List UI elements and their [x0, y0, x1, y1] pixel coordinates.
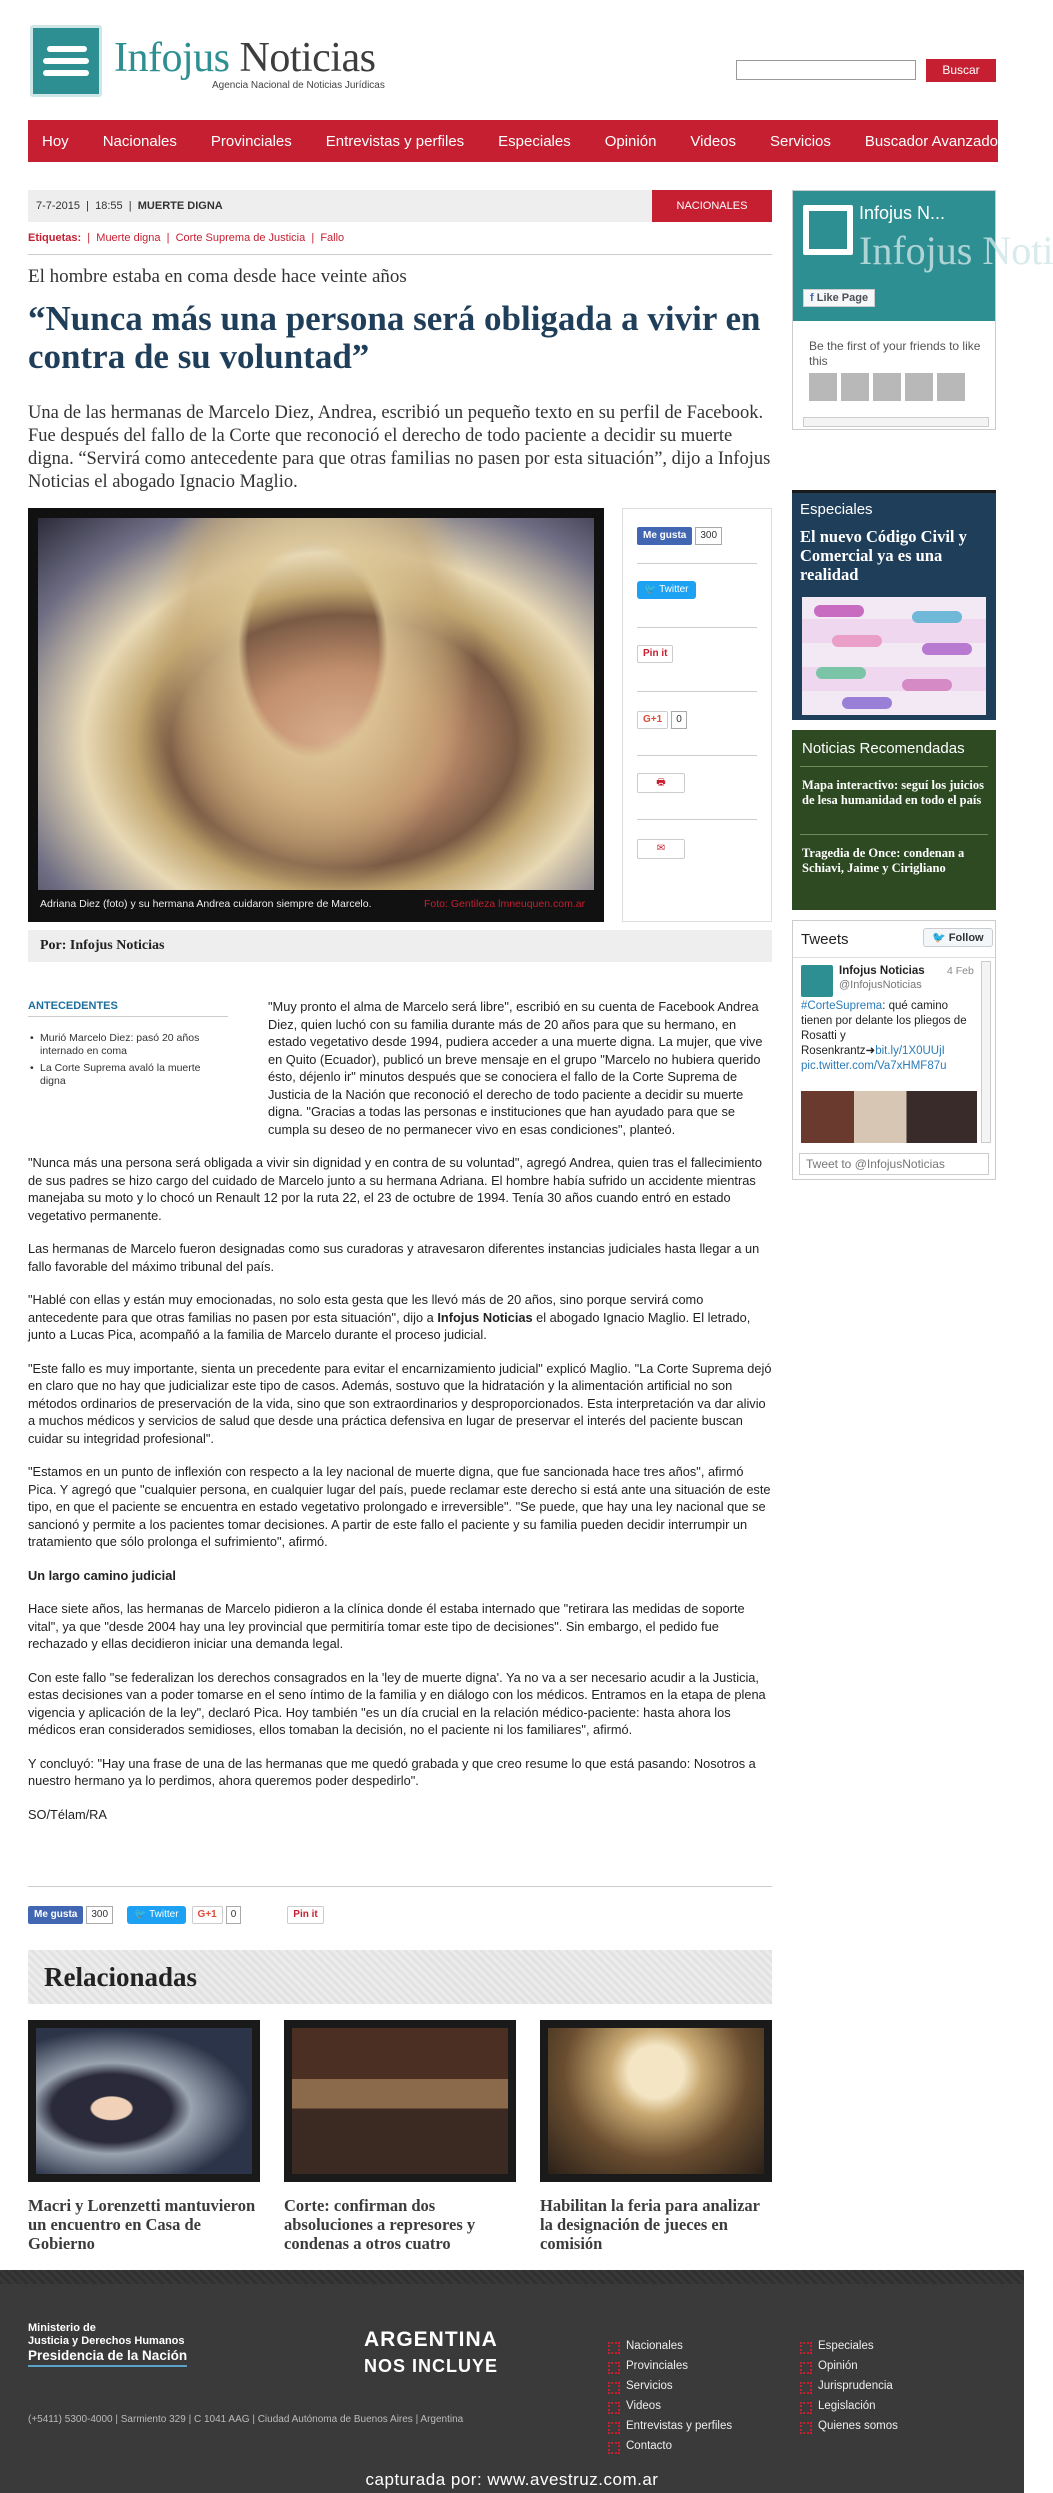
- mail-icon[interactable]: ✉: [637, 839, 685, 859]
- fb-friends-text: Be the first of your friends to like this: [809, 339, 981, 368]
- tag-link[interactable]: Fallo: [320, 232, 345, 244]
- tweet-handle[interactable]: @InfojusNoticias: [839, 979, 922, 991]
- footer-link[interactable]: Jurisprudencia: [796, 2376, 898, 2396]
- body-paragraph: "Estamos en un punto de inflexión con respecto a la ley nacional de muerte digna, que fue sancionada hace tres años", afirmó Pica. Y agregó que "cualquier persona, en cualquier lugar del país, puede reclamar este derecho si está ante una situación de este tipo, en que el paciente se encuentra en estado vegetativo prolongado e irreversible". "Se puede, que hay una ley nacional que se sancionó y permite a los pacientes tomar decisiones. A partir de este fallo el paciente y su familia pueden decidir interrumpir un tratamiento que sólo prolonga el sufrimiento", afirmó.: [28, 1464, 771, 1549]
- capture-credit: capturada por: www.avestruz.com.ar: [365, 2470, 659, 2489]
- footer-link[interactable]: Servicios: [604, 2376, 732, 2396]
- related-section-title: Relacionadas: [28, 1950, 772, 2004]
- related-link[interactable]: • La Corte Suprema avaló la muerte digna: [28, 1062, 218, 1088]
- nav-hoy[interactable]: Hoy: [42, 132, 69, 150]
- pin-it-button[interactable]: Pin it: [637, 645, 673, 663]
- recommended-label: Noticias Recomendadas: [802, 740, 965, 757]
- tweet-user[interactable]: Infojus Noticias: [839, 965, 925, 977]
- argentina-logo-text: ARGENTINA: [364, 2328, 498, 2351]
- fb-like-button[interactable]: Me gusta: [637, 527, 692, 545]
- body-paragraph: Hace siete años, las hermanas de Marcelo pidieron a la clínica donde él estaba internado que "retirara las medidas de soporte vital", ya que "desde 2004 hay una ley provincial que permitiría tomar este tipo de decisiones". Sin embargo, el pedido fue rechazado y ellas decidieron iniciar una demanda legal.: [28, 1601, 745, 1651]
- related-box-title: ANTECEDENTES: [28, 1000, 118, 1012]
- avatar[interactable]: [873, 373, 901, 401]
- fb-cover-text: Infojus Noti: [859, 228, 1053, 273]
- divider: [800, 766, 988, 767]
- nav-entrevistas[interactable]: Entrevistas y perfiles: [325, 132, 465, 150]
- divider: [637, 819, 757, 820]
- ministry-name[interactable]: Ministerio de Justicia y Derechos Humanos: [28, 2322, 185, 2347]
- pin-it-button[interactable]: Pin it: [287, 1906, 323, 1924]
- article-date: 7-7-2015: [36, 200, 81, 212]
- main-nav: [28, 120, 998, 162]
- avatar[interactable]: [809, 373, 837, 401]
- fb-page-widget: [792, 190, 1053, 430]
- print-widget[interactable]: [637, 773, 685, 793]
- gplus-button[interactable]: G+1: [192, 1906, 223, 1924]
- fb-page-logo: [803, 205, 853, 255]
- fb-friend-faces: [809, 373, 969, 401]
- tags-label: Etiquetas:: [28, 232, 82, 244]
- divider: [637, 563, 757, 564]
- tweet-button[interactable]: 🐦 Twitter: [637, 581, 696, 599]
- footer-links-2: [796, 2336, 898, 2436]
- nav-servicios[interactable]: Servicios: [770, 132, 831, 150]
- avatar[interactable]: [937, 373, 965, 401]
- tweet-button[interactable]: 🐦 Twitter: [127, 1906, 186, 1924]
- avatar[interactable]: [905, 373, 933, 401]
- divider: [637, 691, 757, 692]
- nav-nacionales[interactable]: Nacionales: [102, 132, 177, 150]
- like-count: 300: [86, 1906, 113, 1924]
- share-bottom-row: [28, 1906, 330, 1924]
- related-card[interactable]: [284, 2020, 516, 2253]
- footer-link[interactable]: Legislación: [796, 2396, 898, 2416]
- related-card-image[interactable]: [540, 2020, 772, 2182]
- fb-scrollbar[interactable]: [803, 417, 989, 427]
- tweet-date[interactable]: 4 Feb: [947, 965, 974, 977]
- article-signoff: SO/Télam/RA: [28, 1806, 107, 1822]
- divider: [800, 834, 988, 835]
- divider: [637, 627, 757, 628]
- search-input[interactable]: [736, 60, 916, 80]
- avatar[interactable]: [841, 373, 869, 401]
- especiales-label[interactable]: Especiales: [800, 501, 873, 518]
- article-byline: Por: Infojus Noticias: [28, 930, 772, 962]
- related-card[interactable]: [28, 2020, 260, 2253]
- tags-row: Etiquetas: | Muerte digna | Corte Suprema de Justicia | Fallo: [28, 232, 345, 244]
- pin-widget[interactable]: [637, 645, 673, 665]
- tweet-hashtag[interactable]: #CorteSuprema: [801, 1000, 883, 1012]
- article-lead: Una de las hermanas de Marcelo Diez, Andrea, escribió un pequeño texto en su perfil de Facebook. Fue después del fallo de la Corte que reconoció el derecho de todo paciente a decidir su muerte digna. “Servirá como antecedente para que otras familias no pasen por esta situación”, dijo a Infojus Noticias el abogado Ignacio Maglio.: [28, 403, 771, 492]
- tweet-text: #CorteSuprema: qué camino tienen por delante los pliegos de Rosatti y Rosenkrantz➜bit.ly/1X0UUjI pic.twitter.com/Va7xHMF87u: [801, 1000, 967, 1072]
- search-button[interactable]: Buscar: [926, 59, 996, 82]
- twitter-icon: 🐦: [134, 1909, 147, 1920]
- fb-page-name[interactable]: Infojus N...: [859, 203, 946, 223]
- recommended-widget: [792, 730, 996, 910]
- gplus-count: 0: [226, 1906, 242, 1924]
- presidency-name[interactable]: Presidencia de la Nación: [28, 2348, 187, 2367]
- nav-videos[interactable]: Videos: [690, 132, 737, 150]
- article-kicker: El hombre estaba en coma desde hace veinte años: [28, 266, 407, 287]
- recommended-link[interactable]: Tragedia de Once: condenan a Schiavi, Jaime y Cirigliano: [802, 846, 965, 875]
- nav-provinciales[interactable]: Provinciales: [210, 132, 292, 150]
- print-icon[interactable]: 🖶: [637, 773, 685, 793]
- mail-widget[interactable]: [637, 839, 685, 859]
- body-paragraph: "Nunca más una persona será obligada a vivir sin dignidad y en contra de su voluntad", agregó Andrea, quien tras el fallecimiento de sus padres se hizo cargo del cuidado de Marcelo junto a su hermana Adriana. El hombre había sufrido un accidente mientras manejaba su moto y lo chocó un Renault 12 por la ruta 22, el 23 de octubre de 1994. Tenía 30 años cuando entró en estado vegetativo permanente.: [28, 1155, 762, 1223]
- tweet-image[interactable]: [801, 1091, 977, 1143]
- argentina-logo-subtext: NOS INCLUYE: [364, 2356, 499, 2376]
- twitter-icon: 🐦: [932, 932, 946, 944]
- article-photo: [28, 508, 604, 922]
- body-paragraph: Las hermanas de Marcelo fueron designadas como sus curadoras y atravesaron diferentes instancias judiciales hasta llegar a un fallo favorable del máximo tribunal del país.: [28, 1241, 760, 1274]
- footer-link[interactable]: Quienes somos: [796, 2416, 898, 2436]
- tweets-title[interactable]: Tweets: [801, 931, 849, 948]
- tweets-scrollbar[interactable]: [981, 961, 991, 1143]
- body-subheading: Un largo camino judicial: [28, 1567, 176, 1583]
- site-footer: [0, 2270, 1024, 2493]
- footer-link[interactable]: Especiales: [796, 2336, 898, 2356]
- related-card-title[interactable]: Macri y Lorenzetti mantuvieron un encuentro en Casa de Gobierno: [28, 2196, 256, 2253]
- site-subtitle: Agencia Nacional de Noticias Jurídicas: [212, 80, 385, 91]
- divider: [28, 254, 772, 255]
- article-topic: MUERTE DIGNA: [137, 200, 223, 212]
- fb-like-widget[interactable]: [637, 527, 722, 547]
- body-paragraph: Y concluyó: "Hay una frase de una de las hermanas que me quedó grabada y que creo resume lo que está pasando: Nosotros a nuestro hermano ya lo perdimos, ahora queremos poder despedirlo".: [28, 1755, 756, 1788]
- footer-link[interactable]: Provinciales: [604, 2356, 732, 2376]
- related-link[interactable]: • Murió Marcelo Diez: pasó 20 años internado en coma: [28, 1032, 218, 1058]
- article-body: [28, 998, 772, 1839]
- divider: [28, 1886, 772, 1887]
- especiales-widget: [792, 490, 996, 720]
- footer-address: (+5411) 5300-4000 | Sarmiento 329 | C 1041 AAG | Ciudad Autónoma de Buenos Aires | Argentina: [28, 2414, 464, 2425]
- related-card-title[interactable]: Habilitan la feria para analizar la designación de jueces en comisión: [540, 2196, 760, 2253]
- footer-link[interactable]: Videos: [604, 2396, 732, 2416]
- share-sidebar: [622, 508, 772, 922]
- photo-caption: Adriana Diez (foto) y su hermana Andrea cuidaron siempre de Marcelo.: [40, 898, 372, 910]
- photo-image: [38, 518, 594, 890]
- footer-link[interactable]: Opinión: [796, 2356, 898, 2376]
- body-paragraph: "Este fallo es muy importante, sienta un precedente para evitar el encarnizamiento judicial" explicó Maglio. "La Corte Suprema dejó en claro que no hay que judicializar este tipo de casos. Además, sostuvo que la hidratación y la alimentación artificial no son métodos ordinarios de preservación de la vida, sino que son extraordinarios y desproporcionados. Esta interpretación va dar alivio a muchos médicos y servicios de salud que desde una práctica defensiva en lugar de preservar el interés del paciente buscan cuidar su integridad profesional".: [28, 1360, 772, 1446]
- nav-especiales[interactable]: Especiales: [498, 132, 571, 150]
- divider: [793, 957, 995, 958]
- twitter-icon: 🐦: [644, 584, 657, 595]
- related-card-image[interactable]: [284, 2020, 516, 2182]
- avatar[interactable]: [801, 965, 833, 997]
- site-title[interactable]: Infojus Noticias: [114, 35, 376, 81]
- site-header: [0, 0, 1024, 118]
- footer-link[interactable]: Contacto: [604, 2436, 732, 2456]
- especiales-image[interactable]: [802, 597, 986, 715]
- tag-link[interactable]: Corte Suprema de Justicia: [175, 232, 306, 244]
- related-card[interactable]: [540, 2020, 772, 2253]
- footer-link[interactable]: Entrevistas y perfiles: [604, 2416, 732, 2436]
- twitter-widget: [792, 920, 996, 1180]
- like-count: 300: [695, 527, 722, 545]
- site-logo[interactable]: [30, 25, 102, 97]
- divider: [637, 755, 757, 756]
- fb-like-page-button[interactable]: f Like Page: [803, 289, 875, 307]
- tweet-to-button[interactable]: Tweet to @InfojusNoticias: [799, 1153, 989, 1175]
- especiales-title[interactable]: El nuevo Código Civil y Comercial ya es una realidad: [800, 527, 967, 584]
- gplus-button[interactable]: G+1: [637, 711, 668, 729]
- body-paragraph: Con este fallo "se federalizan los derechos consagrados en la 'ley de muerte digna'. Ya no va a ser necesario acudir a la Justicia, estas decisiones van a poder tomarse en el seno íntimo de la familia y en diálogo con los médicos. Entramos en la etapa de plena vigencia y aplicación de la ley", declaró Pica. Hoy también "es un día crucial en la relación médico-paciente: hasta ahora los médicos eran considerados semidioses, ellos tomaban la decisión, no el paciente ni los familiares", afirmó.: [28, 1669, 766, 1737]
- recommended-link[interactable]: Mapa interactivo: seguí los juicios de lesa humanidad en todo el país: [802, 778, 984, 807]
- tweet-link[interactable]: bit.ly/1X0UUjI: [875, 1045, 945, 1057]
- footer-link[interactable]: Nacionales: [604, 2336, 732, 2356]
- body-paragraph: "Muy pronto el alma de Marcelo será libre", escribió en su cuenta de Facebook Andrea Diez, quien luchó con su familia durante más de 20 años para que su hermano, en estado vegetativo desde 1994, pudiera acceder a una muerte digna. La mujer, que vive en Quito (Ecuador), publicó un breve mensaje en el grupo "Marcelo no hubiera querido ésto, déjenlo ir" minutos después que se conociera el fallo de la Corte Suprema de Justicia de la Nación que reconoció el derecho de todo paciente a decidir su muerte digna. "Gracias a todas las personas e instituciones que han ayudado para que se cumpla su deseo de no permanecer vivo en esas condiciones", planteó.: [268, 999, 763, 1137]
- follow-button[interactable]: 🐦 Follow: [923, 928, 993, 947]
- nav-buscador[interactable]: Buscador Avanzado: [864, 132, 999, 150]
- article-time: 18:55: [95, 200, 123, 212]
- gplus-count: 0: [671, 711, 687, 729]
- tweet-widget[interactable]: [637, 581, 696, 601]
- footer-links-1: [604, 2336, 732, 2456]
- tag-link[interactable]: Muerte digna: [96, 232, 161, 244]
- article-headline: “Nunca más una persona será obligada a vivir en contra de su voluntad”: [28, 299, 761, 376]
- fb-like-button[interactable]: Me gusta: [28, 1906, 83, 1924]
- footer-pattern: [0, 2270, 1024, 2284]
- gplus-widget[interactable]: [637, 711, 687, 731]
- fb-icon: f: [810, 292, 814, 304]
- fb-cover[interactable]: [793, 191, 1053, 321]
- photo-credit: Foto: Gentileza lmneuquen.com.ar: [424, 898, 586, 910]
- body-paragraph: "Hablé con ellas y están muy emocionadas, no solo esta gesta que les llevó más de 20 años, sino porque servirá como antecedente para que otras familias no pasen por esta situación", dijo a Infojus Noticias el abogado Ignacio Maglio. El letrado, junto a Lucas Pica, acompañó a la familia de Marcelo durante el proceso judicial.: [28, 1292, 751, 1342]
- section-tag[interactable]: NACIONALES: [652, 190, 772, 222]
- related-card-image[interactable]: [28, 2020, 260, 2182]
- nav-opinion[interactable]: Opinión: [604, 132, 657, 150]
- tweet-pic-link[interactable]: pic.twitter.com/Va7xHMF87u: [801, 1060, 947, 1072]
- related-card-title[interactable]: Corte: confirman dos absoluciones a represores y condenas a otros cuatro: [284, 2196, 476, 2253]
- article-meta: 7-7-2015 | 18:55 | MUERTE DIGNA: [28, 190, 772, 222]
